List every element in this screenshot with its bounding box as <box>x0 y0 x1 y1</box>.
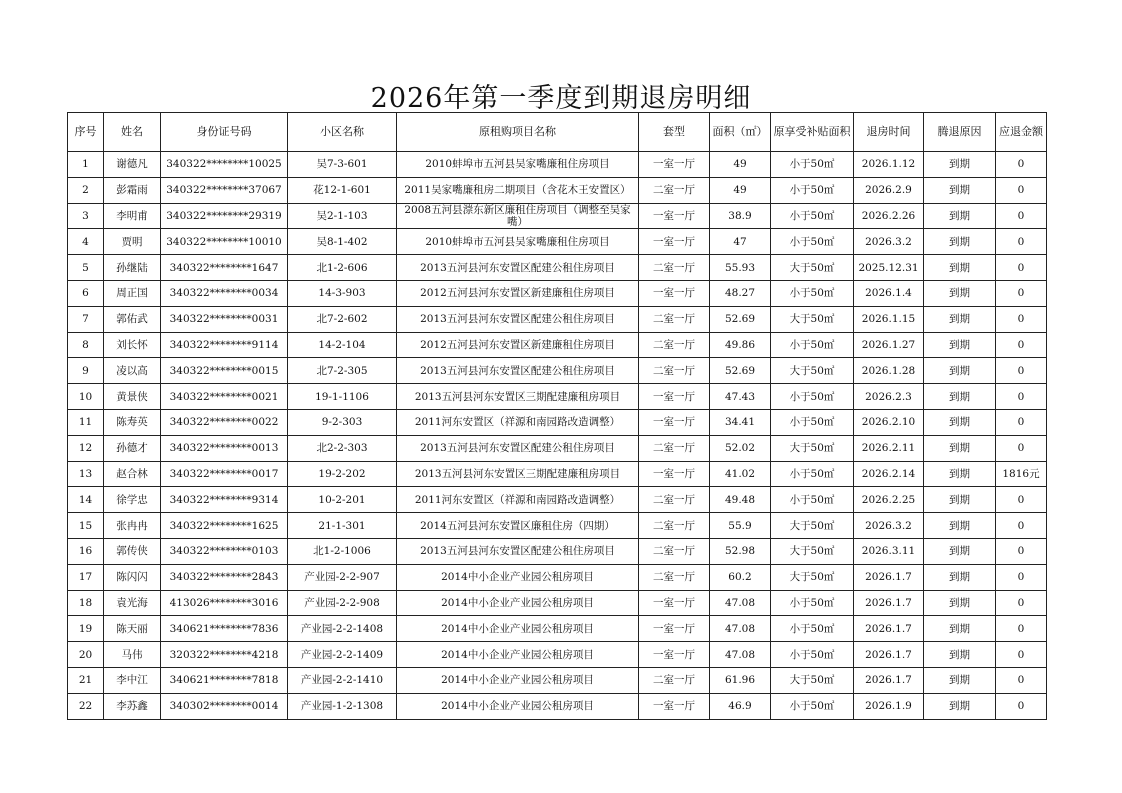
cell-col-checkout-date: 2026.1.7 <box>854 642 924 668</box>
cell-col-refund: 0 <box>996 513 1047 539</box>
cell-col-subsidy-area: 小于50㎡ <box>771 616 854 642</box>
table-row <box>68 693 1047 719</box>
cell-col-subsidy-area: 小于50㎡ <box>771 384 854 410</box>
cell-col-checkout-date: 2026.1.27 <box>854 332 924 358</box>
cell-col-refund: 0 <box>996 229 1047 255</box>
cell-col-subsidy-area: 小于50㎡ <box>771 487 854 513</box>
cell-col-reason: 到期 <box>924 358 996 384</box>
cell-col-area: 55.9 <box>710 513 771 539</box>
cell-col-index: 5 <box>68 255 104 281</box>
cell-col-name: 袁光海 <box>104 590 161 616</box>
cell-col-community: 产业园-2-2-907 <box>288 564 397 590</box>
cell-col-checkout-date: 2026.1.7 <box>854 616 924 642</box>
cell-col-refund: 0 <box>996 152 1047 178</box>
cell-col-subsidy-area: 小于50㎡ <box>771 693 854 719</box>
table-row <box>68 435 1047 461</box>
cell-col-reason: 到期 <box>924 461 996 487</box>
cell-col-community: 北1-2-1006 <box>288 538 397 564</box>
cell-col-id-number: 340302********0014 <box>161 693 288 719</box>
cell-col-id-number: 340322********0034 <box>161 280 288 306</box>
cell-col-id-number: 340322********10010 <box>161 229 288 255</box>
cell-col-index: 1 <box>68 152 104 178</box>
cell-col-checkout-date: 2026.2.14 <box>854 461 924 487</box>
cell-col-area: 34.41 <box>710 409 771 435</box>
cell-col-unit-type: 一室一厅 <box>639 642 710 668</box>
cell-col-community: 19-2-202 <box>288 461 397 487</box>
cell-col-name: 马伟 <box>104 642 161 668</box>
cell-col-unit-type: 一室一厅 <box>639 203 710 229</box>
cell-col-reason: 到期 <box>924 487 996 513</box>
cell-col-index: 4 <box>68 229 104 255</box>
cell-col-name: 凌以高 <box>104 358 161 384</box>
cell-col-subsidy-area: 小于50㎡ <box>771 409 854 435</box>
cell-col-id-number: 340322********10025 <box>161 152 288 178</box>
cell-col-community: 9-2-303 <box>288 409 397 435</box>
cell-col-community: 吴2-1-103 <box>288 203 397 229</box>
cell-col-project: 2012五河县河东安置区新建廉租住房项目 <box>397 332 639 358</box>
table-row <box>68 280 1047 306</box>
cell-col-project: 2013五河县河东安置区配建公租住房项目 <box>397 255 639 281</box>
cell-col-community: 产业园-2-2-908 <box>288 590 397 616</box>
cell-col-area: 47.43 <box>710 384 771 410</box>
cell-col-project: 2011河东安置区（祥源和南园路改造调整） <box>397 487 639 513</box>
cell-col-checkout-date: 2026.1.4 <box>854 280 924 306</box>
cell-col-area: 60.2 <box>710 564 771 590</box>
cell-col-subsidy-area: 小于50㎡ <box>771 332 854 358</box>
cell-col-area: 52.69 <box>710 358 771 384</box>
table-row <box>68 229 1047 255</box>
cell-col-id-number: 340322********0017 <box>161 461 288 487</box>
cell-col-unit-type: 一室一厅 <box>639 152 710 178</box>
cell-col-project: 2013五河县河东安置区配建公租住房项目 <box>397 358 639 384</box>
cell-col-index: 13 <box>68 461 104 487</box>
cell-col-name: 陈寿英 <box>104 409 161 435</box>
cell-col-area: 47.08 <box>710 590 771 616</box>
cell-col-id-number: 340322********29319 <box>161 203 288 229</box>
cell-col-reason: 到期 <box>924 590 996 616</box>
cell-col-project: 2013五河县河东安置区配建公租住房项目 <box>397 435 639 461</box>
cell-col-unit-type: 一室一厅 <box>639 280 710 306</box>
header-col-community: 小区名称 <box>288 113 397 152</box>
cell-col-refund: 0 <box>996 667 1047 693</box>
cell-col-unit-type: 一室一厅 <box>639 616 710 642</box>
cell-col-refund: 0 <box>996 177 1047 203</box>
cell-col-name: 彭霜雨 <box>104 177 161 203</box>
cell-col-index: 9 <box>68 358 104 384</box>
cell-col-index: 17 <box>68 564 104 590</box>
cell-col-index: 14 <box>68 487 104 513</box>
cell-col-project: 2013五河县河东安置区三期配建廉租房项目 <box>397 384 639 410</box>
table-row <box>68 332 1047 358</box>
table-row <box>68 409 1047 435</box>
cell-col-unit-type: 二室一厅 <box>639 667 710 693</box>
cell-col-community: 21-1-301 <box>288 513 397 539</box>
cell-col-community: 产业园-2-2-1410 <box>288 667 397 693</box>
cell-col-index: 12 <box>68 435 104 461</box>
table-row <box>68 461 1047 487</box>
cell-col-checkout-date: 2026.1.7 <box>854 564 924 590</box>
cell-col-unit-type: 二室一厅 <box>639 564 710 590</box>
cell-col-unit-type: 一室一厅 <box>639 384 710 410</box>
cell-col-subsidy-area: 小于50㎡ <box>771 203 854 229</box>
table-row <box>68 177 1047 203</box>
cell-col-id-number: 413026********3016 <box>161 590 288 616</box>
cell-col-index: 18 <box>68 590 104 616</box>
header-col-project: 原租购项目名称 <box>397 113 639 152</box>
cell-col-unit-type: 二室一厅 <box>639 332 710 358</box>
cell-col-id-number: 340322********0021 <box>161 384 288 410</box>
cell-col-project: 2014中小企业产业园公租房项目 <box>397 693 639 719</box>
cell-col-id-number: 340621********7818 <box>161 667 288 693</box>
cell-col-area: 38.9 <box>710 203 771 229</box>
cell-col-index: 19 <box>68 616 104 642</box>
header-col-checkout-date: 退房时间 <box>854 113 924 152</box>
cell-col-id-number: 340322********2843 <box>161 564 288 590</box>
cell-col-name: 赵合林 <box>104 461 161 487</box>
cell-col-id-number: 340322********0103 <box>161 538 288 564</box>
cell-col-id-number: 340322********1647 <box>161 255 288 281</box>
cell-col-project: 2014中小企业产业园公租房项目 <box>397 642 639 668</box>
cell-col-project: 2014中小企业产业园公租房项目 <box>397 564 639 590</box>
cell-col-project: 2012五河县河东安置区新建廉租住房项目 <box>397 280 639 306</box>
cell-col-community: 吴7-3-601 <box>288 152 397 178</box>
cell-col-area: 61.96 <box>710 667 771 693</box>
header-col-refund: 应退金额 <box>996 113 1047 152</box>
cell-col-reason: 到期 <box>924 538 996 564</box>
cell-col-community: 14-3-903 <box>288 280 397 306</box>
cell-col-checkout-date: 2026.2.3 <box>854 384 924 410</box>
cell-col-community: 10-2-201 <box>288 487 397 513</box>
cell-col-refund: 0 <box>996 255 1047 281</box>
cell-col-refund: 0 <box>996 358 1047 384</box>
cell-col-index: 20 <box>68 642 104 668</box>
table-row <box>68 152 1047 178</box>
cell-col-community: 产业园-1-2-1308 <box>288 693 397 719</box>
cell-col-id-number: 340322********9114 <box>161 332 288 358</box>
cell-col-area: 49 <box>710 152 771 178</box>
cell-col-area: 52.98 <box>710 538 771 564</box>
cell-col-checkout-date: 2026.1.7 <box>854 590 924 616</box>
cell-col-project: 2011吴家嘴廉租房二期项目（含花木王安置区） <box>397 177 639 203</box>
cell-col-reason: 到期 <box>924 152 996 178</box>
cell-col-checkout-date: 2026.2.10 <box>854 409 924 435</box>
cell-col-name: 贾明 <box>104 229 161 255</box>
cell-col-unit-type: 二室一厅 <box>639 487 710 513</box>
cell-col-subsidy-area: 大于50㎡ <box>771 306 854 332</box>
cell-col-refund: 0 <box>996 332 1047 358</box>
header-col-area: 面积（㎡） <box>710 113 771 152</box>
cell-col-refund: 0 <box>996 203 1047 229</box>
cell-col-area: 41.02 <box>710 461 771 487</box>
cell-col-name: 张冉冉 <box>104 513 161 539</box>
cell-col-reason: 到期 <box>924 203 996 229</box>
cell-col-community: 14-2-104 <box>288 332 397 358</box>
cell-col-checkout-date: 2026.1.15 <box>854 306 924 332</box>
cell-col-community: 北7-2-305 <box>288 358 397 384</box>
cell-col-subsidy-area: 大于50㎡ <box>771 564 854 590</box>
cell-col-name: 陈天丽 <box>104 616 161 642</box>
cell-col-name: 郭佑武 <box>104 306 161 332</box>
cell-col-project: 2013五河县河东安置区配建公租住房项目 <box>397 538 639 564</box>
cell-col-subsidy-area: 小于50㎡ <box>771 590 854 616</box>
cell-col-index: 22 <box>68 693 104 719</box>
cell-col-area: 49 <box>710 177 771 203</box>
cell-col-unit-type: 一室一厅 <box>639 409 710 435</box>
cell-col-subsidy-area: 大于50㎡ <box>771 538 854 564</box>
cell-col-subsidy-area: 小于50㎡ <box>771 642 854 668</box>
cell-col-name: 陈闪闪 <box>104 564 161 590</box>
cell-col-refund: 0 <box>996 306 1047 332</box>
cell-col-subsidy-area: 小于50㎡ <box>771 177 854 203</box>
cell-col-id-number: 340322********0013 <box>161 435 288 461</box>
cell-col-checkout-date: 2026.3.2 <box>854 229 924 255</box>
cell-col-id-number: 340322********0015 <box>161 358 288 384</box>
cell-col-reason: 到期 <box>924 564 996 590</box>
cell-col-community: 北2-2-303 <box>288 435 397 461</box>
cell-col-subsidy-area: 小于50㎡ <box>771 461 854 487</box>
cell-col-unit-type: 二室一厅 <box>639 177 710 203</box>
header-col-subsidy-area: 原享受补贴面积 <box>771 113 854 152</box>
header-col-index: 序号 <box>68 113 104 152</box>
cell-col-subsidy-area: 大于50㎡ <box>771 255 854 281</box>
cell-col-community: 产业园-2-2-1408 <box>288 616 397 642</box>
cell-col-area: 49.86 <box>710 332 771 358</box>
cell-col-id-number: 320322********4218 <box>161 642 288 668</box>
cell-col-unit-type: 二室一厅 <box>639 538 710 564</box>
cell-col-checkout-date: 2026.3.11 <box>854 538 924 564</box>
cell-col-area: 55.93 <box>710 255 771 281</box>
refund-table <box>67 112 1047 720</box>
cell-col-unit-type: 一室一厅 <box>639 229 710 255</box>
cell-col-community: 19-1-1106 <box>288 384 397 410</box>
cell-col-name: 李中江 <box>104 667 161 693</box>
cell-col-name: 郭传侠 <box>104 538 161 564</box>
cell-col-refund: 0 <box>996 384 1047 410</box>
table-row <box>68 384 1047 410</box>
cell-col-reason: 到期 <box>924 280 996 306</box>
cell-col-name: 孙德才 <box>104 435 161 461</box>
cell-col-area: 47 <box>710 229 771 255</box>
table-row <box>68 667 1047 693</box>
cell-col-refund: 0 <box>996 435 1047 461</box>
cell-col-refund: 0 <box>996 590 1047 616</box>
cell-col-index: 16 <box>68 538 104 564</box>
cell-col-reason: 到期 <box>924 409 996 435</box>
cell-col-project: 2014中小企业产业园公租房项目 <box>397 616 639 642</box>
cell-col-checkout-date: 2026.2.9 <box>854 177 924 203</box>
cell-col-reason: 到期 <box>924 255 996 281</box>
cell-col-subsidy-area: 小于50㎡ <box>771 280 854 306</box>
table-row <box>68 616 1047 642</box>
cell-col-project: 2010蚌埠市五河县吴家嘴廉租住房项目 <box>397 229 639 255</box>
table-row <box>68 487 1047 513</box>
cell-col-checkout-date: 2025.12.31 <box>854 255 924 281</box>
cell-col-area: 48.27 <box>710 280 771 306</box>
table-row <box>68 306 1047 332</box>
cell-col-unit-type: 二室一厅 <box>639 255 710 281</box>
cell-col-refund: 0 <box>996 487 1047 513</box>
cell-col-id-number: 340322********0022 <box>161 409 288 435</box>
cell-col-index: 8 <box>68 332 104 358</box>
table-body <box>68 152 1047 720</box>
cell-col-community: 北1-2-606 <box>288 255 397 281</box>
cell-col-area: 49.48 <box>710 487 771 513</box>
cell-col-refund: 0 <box>996 642 1047 668</box>
cell-col-id-number: 340621********7836 <box>161 616 288 642</box>
cell-col-area: 52.02 <box>710 435 771 461</box>
cell-col-index: 6 <box>68 280 104 306</box>
cell-col-reason: 到期 <box>924 642 996 668</box>
cell-col-reason: 到期 <box>924 332 996 358</box>
cell-col-project: 2013五河县河东安置区三期配建廉租房项目 <box>397 461 639 487</box>
cell-col-community: 北7-2-602 <box>288 306 397 332</box>
cell-col-checkout-date: 2026.1.9 <box>854 693 924 719</box>
cell-col-name: 孙继陆 <box>104 255 161 281</box>
cell-col-refund: 0 <box>996 693 1047 719</box>
cell-col-project: 2013五河县河东安置区配建公租住房项目 <box>397 306 639 332</box>
cell-col-id-number: 340322********0031 <box>161 306 288 332</box>
cell-col-index: 15 <box>68 513 104 539</box>
cell-col-reason: 到期 <box>924 177 996 203</box>
cell-col-community: 花12-1-601 <box>288 177 397 203</box>
cell-col-project: 2008五河县漴东新区廉租住房项目（调整至吴家嘴） <box>397 203 639 229</box>
cell-col-checkout-date: 2026.1.7 <box>854 667 924 693</box>
cell-col-unit-type: 二室一厅 <box>639 435 710 461</box>
cell-col-area: 46.9 <box>710 693 771 719</box>
cell-col-unit-type: 二室一厅 <box>639 513 710 539</box>
cell-col-name: 黄景侠 <box>104 384 161 410</box>
cell-col-checkout-date: 2026.2.26 <box>854 203 924 229</box>
cell-col-subsidy-area: 小于50㎡ <box>771 152 854 178</box>
cell-col-subsidy-area: 大于50㎡ <box>771 667 854 693</box>
cell-col-unit-type: 一室一厅 <box>639 590 710 616</box>
cell-col-index: 3 <box>68 203 104 229</box>
cell-col-reason: 到期 <box>924 435 996 461</box>
table-row <box>68 255 1047 281</box>
cell-col-unit-type: 二室一厅 <box>639 358 710 384</box>
cell-col-refund: 0 <box>996 409 1047 435</box>
cell-col-id-number: 340322********1625 <box>161 513 288 539</box>
cell-col-reason: 到期 <box>924 513 996 539</box>
cell-col-project: 2010蚌埠市五河县吴家嘴廉租住房项目 <box>397 152 639 178</box>
cell-col-area: 47.08 <box>710 616 771 642</box>
page-title: 2026年第一季度到期退房明细 <box>370 83 752 114</box>
cell-col-project: 2011河东安置区（祥源和南园路改造调整） <box>397 409 639 435</box>
cell-col-name: 谢德凡 <box>104 152 161 178</box>
cell-col-reason: 到期 <box>924 306 996 332</box>
header-col-reason: 腾退原因 <box>924 113 996 152</box>
cell-col-project: 2014中小企业产业园公租房项目 <box>397 667 639 693</box>
cell-col-checkout-date: 2026.2.11 <box>854 435 924 461</box>
cell-col-id-number: 340322********9314 <box>161 487 288 513</box>
header-col-unit-type: 套型 <box>639 113 710 152</box>
cell-col-area: 47.08 <box>710 642 771 668</box>
cell-col-reason: 到期 <box>924 229 996 255</box>
cell-col-index: 7 <box>68 306 104 332</box>
cell-col-refund: 0 <box>996 564 1047 590</box>
cell-col-checkout-date: 2026.3.2 <box>854 513 924 539</box>
cell-col-refund: 0 <box>996 280 1047 306</box>
cell-col-subsidy-area: 大于50㎡ <box>771 358 854 384</box>
table-row <box>68 564 1047 590</box>
cell-col-project: 2014中小企业产业园公租房项目 <box>397 590 639 616</box>
cell-col-refund: 1816元 <box>996 461 1047 487</box>
cell-col-reason: 到期 <box>924 616 996 642</box>
cell-col-reason: 到期 <box>924 667 996 693</box>
cell-col-subsidy-area: 小于50㎡ <box>771 229 854 255</box>
cell-col-refund: 0 <box>996 538 1047 564</box>
table-row <box>68 590 1047 616</box>
cell-col-name: 徐学忠 <box>104 487 161 513</box>
cell-col-reason: 到期 <box>924 384 996 410</box>
cell-col-checkout-date: 2026.1.12 <box>854 152 924 178</box>
cell-col-checkout-date: 2026.1.28 <box>854 358 924 384</box>
cell-col-unit-type: 一室一厅 <box>639 461 710 487</box>
cell-col-id-number: 340322********37067 <box>161 177 288 203</box>
cell-col-index: 21 <box>68 667 104 693</box>
cell-col-index: 11 <box>68 409 104 435</box>
cell-col-name: 李苏鑫 <box>104 693 161 719</box>
cell-col-index: 2 <box>68 177 104 203</box>
cell-col-community: 产业园-2-2-1409 <box>288 642 397 668</box>
cell-col-unit-type: 一室一厅 <box>639 693 710 719</box>
table-row <box>68 538 1047 564</box>
header-col-id-number: 身份证号码 <box>161 113 288 152</box>
table-row <box>68 513 1047 539</box>
cell-col-name: 周正国 <box>104 280 161 306</box>
table-header-row <box>68 113 1047 152</box>
cell-col-name: 李明甫 <box>104 203 161 229</box>
cell-col-subsidy-area: 大于50㎡ <box>771 513 854 539</box>
cell-col-index: 10 <box>68 384 104 410</box>
cell-col-community: 吴8-1-402 <box>288 229 397 255</box>
cell-col-subsidy-area: 大于50㎡ <box>771 435 854 461</box>
table-row <box>68 203 1047 229</box>
cell-col-unit-type: 二室一厅 <box>639 306 710 332</box>
header-col-name: 姓名 <box>104 113 161 152</box>
table-row <box>68 358 1047 384</box>
table-row <box>68 642 1047 668</box>
cell-col-name: 刘长怀 <box>104 332 161 358</box>
cell-col-area: 52.69 <box>710 306 771 332</box>
cell-col-project: 2014五河县河东安置区廉租住房（四期） <box>397 513 639 539</box>
cell-col-refund: 0 <box>996 616 1047 642</box>
cell-col-checkout-date: 2026.2.25 <box>854 487 924 513</box>
cell-col-reason: 到期 <box>924 693 996 719</box>
